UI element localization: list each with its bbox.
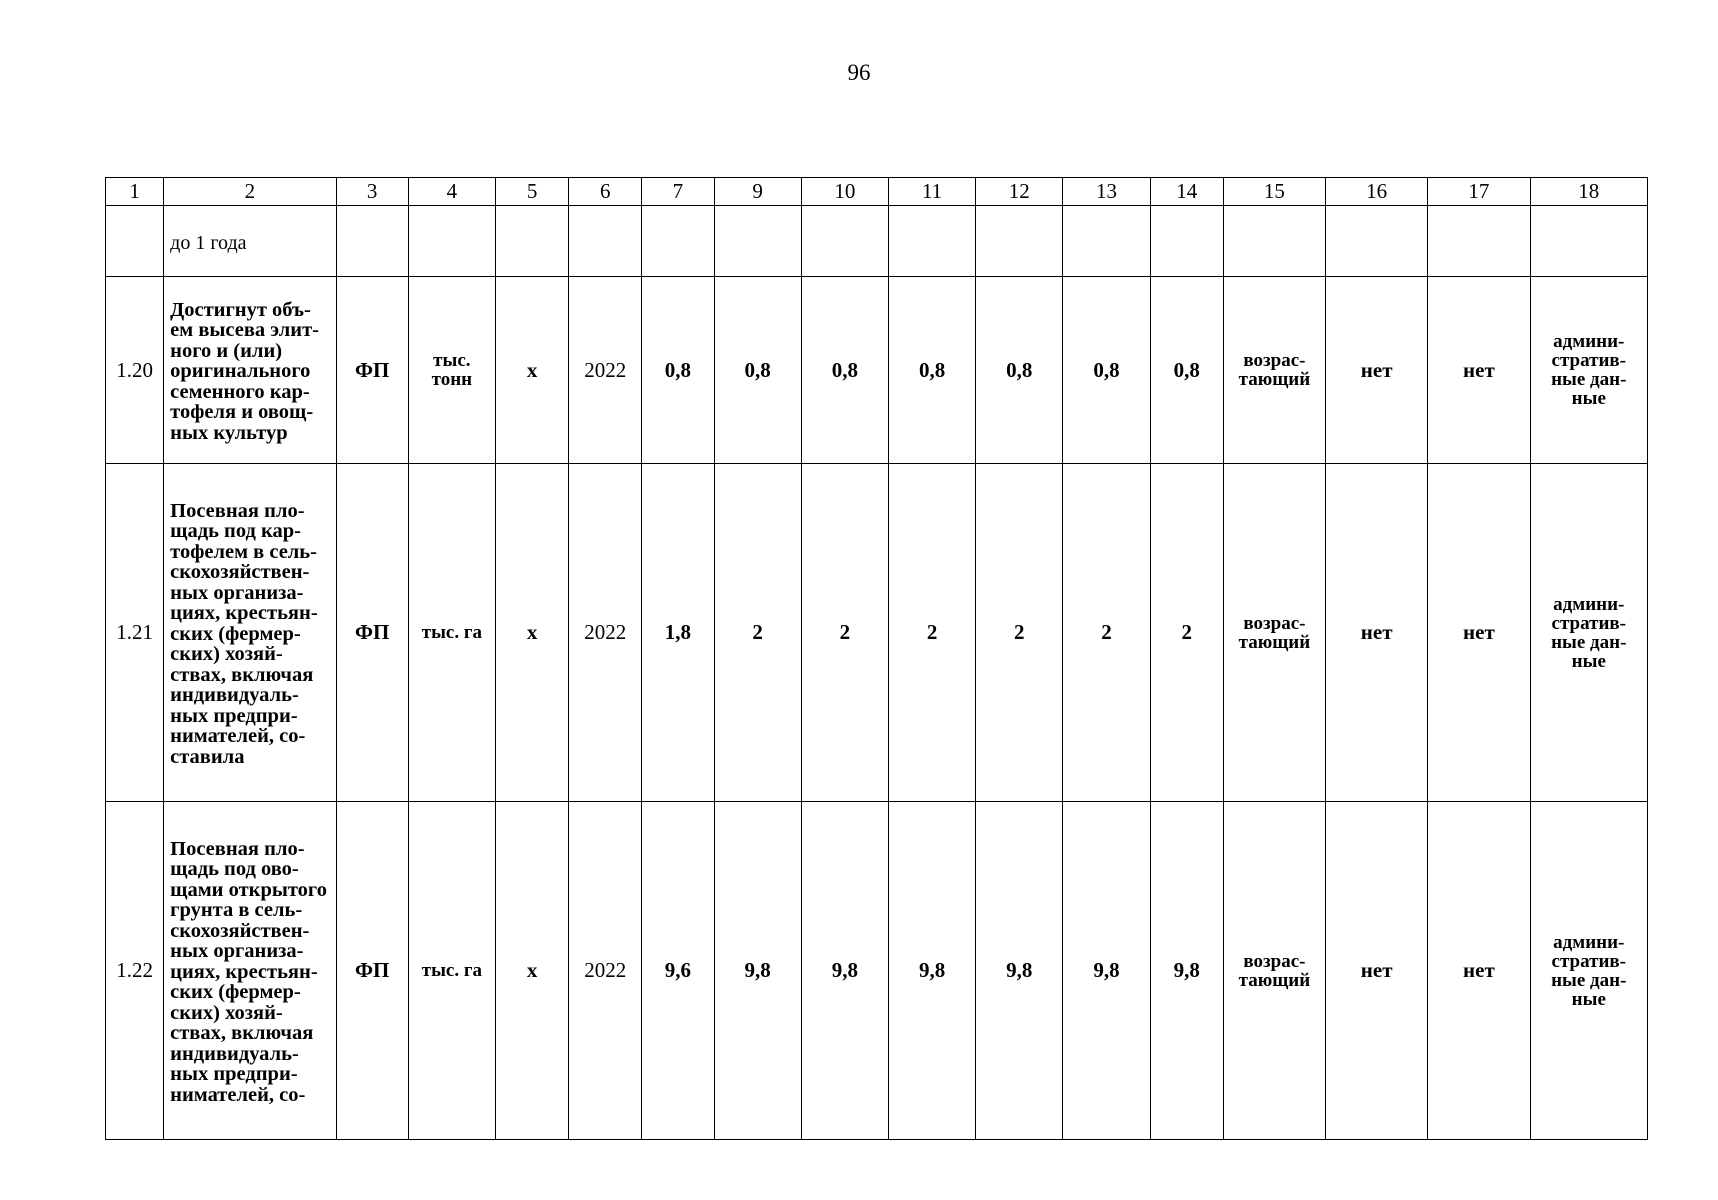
unit-line: тонн xyxy=(431,369,473,390)
value-cell: 2 xyxy=(976,464,1063,802)
value-cell: 0,8 xyxy=(1063,277,1150,464)
source-line: ные дан- xyxy=(1551,969,1627,991)
indicator-name-line: ем высева элит- xyxy=(170,319,319,342)
column-number: 7 xyxy=(642,178,714,206)
unit-line: тыс. га xyxy=(421,622,482,643)
table-cell xyxy=(1428,206,1530,277)
table-cell xyxy=(642,206,714,277)
value-cell: 9,8 xyxy=(1063,802,1150,1140)
indicator-name-line: циях, крестьян- xyxy=(170,602,318,625)
indicator-name-line: ских (фермер- xyxy=(170,981,301,1004)
year-cell: 2022 xyxy=(569,464,642,802)
value-cell: 1,8 xyxy=(642,464,714,802)
row-number-cell: 1.22 xyxy=(106,802,164,1140)
table-cell xyxy=(1326,206,1428,277)
table-cell xyxy=(888,206,975,277)
indicator-name-line: нимателей, со- xyxy=(170,1083,306,1106)
level-cell: ФП xyxy=(336,464,408,802)
table-cell: нет xyxy=(1326,802,1428,1140)
trend-cell xyxy=(1223,802,1325,1140)
indicator-name-line: тофеля и овощ- xyxy=(170,401,314,424)
trend-line: возрас- xyxy=(1243,612,1306,634)
column-number: 6 xyxy=(569,178,642,206)
table-cell xyxy=(569,206,642,277)
value-cell: 2 xyxy=(888,464,975,802)
indicator-name-line: нимателей, со- xyxy=(170,725,306,748)
source-line: ные дан- xyxy=(1551,369,1627,390)
source-cell xyxy=(1530,802,1647,1140)
indicator-name-line: ствах, включая xyxy=(170,663,314,686)
indicator-name-line: ствах, включая xyxy=(170,1022,314,1045)
column-number: 16 xyxy=(1326,178,1428,206)
unit-cell xyxy=(408,464,495,802)
indicator-name-cell xyxy=(164,464,336,802)
row-number-cell: 1.21 xyxy=(106,464,164,802)
indicator-name-line: щами открытого xyxy=(170,878,327,901)
indicator-name-line: ных культур xyxy=(170,421,288,444)
year-cell: 2022 xyxy=(569,802,642,1140)
indicator-name-line: щадь под кар- xyxy=(170,520,301,543)
table-cell xyxy=(1150,206,1223,277)
source-line: ные дан- xyxy=(1551,631,1627,653)
trend-cell xyxy=(1223,277,1325,464)
indicator-name-cell: до 1 года xyxy=(164,206,336,277)
value-cell: 2 xyxy=(1150,464,1223,802)
column-number: 17 xyxy=(1428,178,1530,206)
source-line: админи- xyxy=(1553,331,1625,352)
column-number: 11 xyxy=(888,178,975,206)
value-cell: 9,6 xyxy=(642,802,714,1140)
table-row xyxy=(106,277,1648,464)
column-number: 3 xyxy=(336,178,408,206)
indicator-name-line: ных организа- xyxy=(170,581,304,604)
column-number: 10 xyxy=(801,178,888,206)
column-number: 5 xyxy=(495,178,568,206)
value-cell: 0,8 xyxy=(801,277,888,464)
column-number-row xyxy=(106,178,1648,206)
source-cell xyxy=(1530,277,1647,464)
indicators-table xyxy=(105,177,1648,1140)
table-row xyxy=(106,464,1648,802)
page-number: 96 xyxy=(847,60,871,85)
source-line: админи- xyxy=(1553,593,1625,615)
column-number: 14 xyxy=(1150,178,1223,206)
indicator-name-line: ских) хозяй- xyxy=(170,643,283,666)
source-line: ные xyxy=(1571,388,1606,409)
source-line: стратив- xyxy=(1551,350,1626,371)
trend-line: тающий xyxy=(1238,969,1311,991)
indicator-name-cell xyxy=(164,277,336,464)
indicator-name-line: ных предпри- xyxy=(170,1063,298,1086)
unit-cell xyxy=(408,277,495,464)
row-number-cell xyxy=(106,206,164,277)
table-cell xyxy=(714,206,801,277)
value-cell: 9,8 xyxy=(1150,802,1223,1140)
table-cell: х xyxy=(495,464,568,802)
column-number: 2 xyxy=(164,178,336,206)
table-cell xyxy=(495,206,568,277)
unit-cell xyxy=(408,802,495,1140)
indicator-name-line: ного и (или) xyxy=(170,339,283,362)
row-number-cell: 1.20 xyxy=(106,277,164,464)
column-number: 18 xyxy=(1530,178,1647,206)
value-cell: 9,8 xyxy=(976,802,1063,1140)
indicator-name-line: Достигнут объ- xyxy=(170,298,311,321)
value-cell: 2 xyxy=(714,464,801,802)
table-cell: х xyxy=(495,802,568,1140)
table-cell: нет xyxy=(1326,277,1428,464)
table-cell xyxy=(336,206,408,277)
value-cell: 2 xyxy=(1063,464,1150,802)
indicator-name-cell xyxy=(164,802,336,1140)
trend-line: возрас- xyxy=(1243,350,1306,371)
indicator-name-line: индивидуаль- xyxy=(170,684,299,707)
source-line: стратив- xyxy=(1551,612,1626,634)
indicator-name-line: ных предпри- xyxy=(170,704,298,727)
column-number: 1 xyxy=(106,178,164,206)
indicator-name-line: Посевная пло- xyxy=(170,837,305,860)
value-cell: 2 xyxy=(801,464,888,802)
value-cell: 9,8 xyxy=(714,802,801,1140)
value-cell: 9,8 xyxy=(801,802,888,1140)
indicator-name-line: ских) хозяй- xyxy=(170,1001,283,1024)
column-number: 13 xyxy=(1063,178,1150,206)
indicator-name-line: ставила xyxy=(170,745,245,768)
table-cell xyxy=(801,206,888,277)
table-cell: нет xyxy=(1428,802,1530,1140)
source-line: ные xyxy=(1571,988,1606,1010)
table-cell xyxy=(408,206,495,277)
source-line: ные xyxy=(1571,650,1606,672)
table-cell: нет xyxy=(1326,464,1428,802)
trend-line: тающий xyxy=(1238,369,1311,390)
level-cell: ФП xyxy=(336,802,408,1140)
table-cell xyxy=(1223,206,1325,277)
indicator-name-line: скохозяйствен- xyxy=(170,561,310,584)
value-cell: 0,8 xyxy=(714,277,801,464)
column-number: 15 xyxy=(1223,178,1325,206)
table-row xyxy=(106,802,1648,1140)
value-cell: 0,8 xyxy=(976,277,1063,464)
source-line: стратив- xyxy=(1551,950,1626,972)
indicator-name-line: щадь под ово- xyxy=(170,858,299,881)
table-cell: х xyxy=(495,277,568,464)
table-cell xyxy=(976,206,1063,277)
table-cell xyxy=(1530,206,1647,277)
year-cell: 2022 xyxy=(569,277,642,464)
indicator-name-line: ных организа- xyxy=(170,940,304,963)
trend-cell xyxy=(1223,464,1325,802)
unit-line: тыс. xyxy=(433,350,471,371)
value-cell: 0,8 xyxy=(642,277,714,464)
indicator-name-line: скохозяйствен- xyxy=(170,919,310,942)
indicator-name-line: семенного кар- xyxy=(170,380,310,403)
indicator-name-line: грунта в сель- xyxy=(170,899,303,922)
trend-line: тающий xyxy=(1238,631,1311,653)
indicator-name-line: индивидуаль- xyxy=(170,1042,299,1065)
table-row xyxy=(106,206,1648,277)
column-number: 12 xyxy=(976,178,1063,206)
indicator-name-line: оригинального xyxy=(170,360,311,383)
table-cell xyxy=(1063,206,1150,277)
value-cell: 0,8 xyxy=(1150,277,1223,464)
source-cell xyxy=(1530,464,1647,802)
table-cell: нет xyxy=(1428,277,1530,464)
table-cell: нет xyxy=(1428,464,1530,802)
value-cell: 9,8 xyxy=(888,802,975,1140)
value-cell: 0,8 xyxy=(888,277,975,464)
source-line: админи- xyxy=(1553,931,1625,953)
indicator-name-line: Посевная пло- xyxy=(170,499,305,522)
level-cell: ФП xyxy=(336,277,408,464)
column-number: 9 xyxy=(714,178,801,206)
indicator-name-line: циях, крестьян- xyxy=(170,960,318,983)
column-number: 4 xyxy=(408,178,495,206)
trend-line: возрас- xyxy=(1243,950,1306,972)
unit-line: тыс. га xyxy=(421,960,482,981)
indicator-name-line: тофелем в сель- xyxy=(170,540,317,563)
indicator-name-line: ских (фермер- xyxy=(170,622,301,645)
